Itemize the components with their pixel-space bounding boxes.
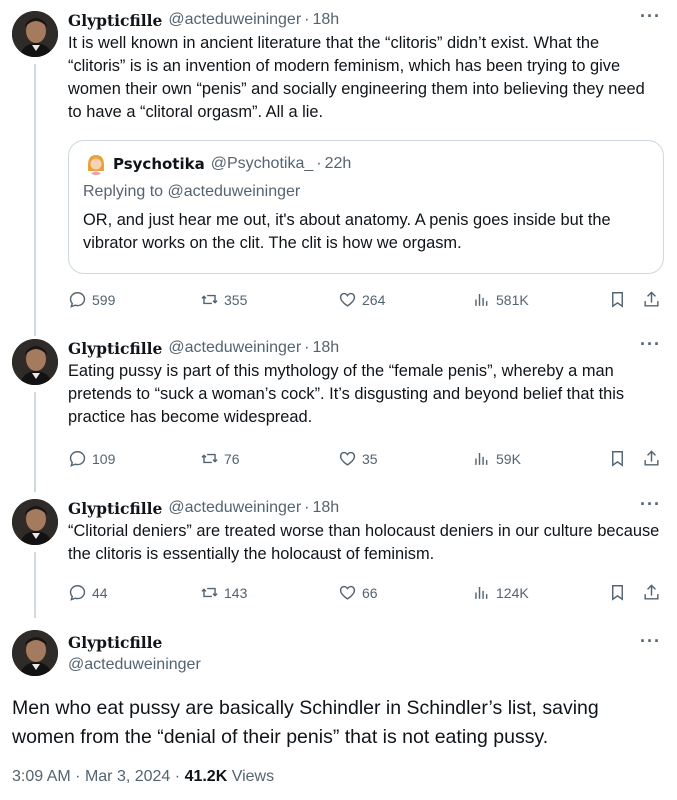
avatar[interactable] — [12, 339, 58, 385]
tweet-text: Men who eat pussy are basically Schindler in Schindler’s list, saving women from the “denial of their penis” that is not eating pussy. — [12, 697, 599, 748]
action-bar — [68, 290, 664, 310]
reply-button[interactable] — [68, 583, 108, 602]
reply-button[interactable] — [68, 290, 115, 309]
post-date[interactable]: Mar 3, 2024 — [84, 768, 171, 785]
views-count: 581K — [496, 291, 529, 308]
more-icon[interactable]: ··· — [640, 334, 661, 354]
quoted-tweet[interactable] — [68, 140, 664, 274]
replying-to: Replying to @acteduweininger — [83, 183, 301, 200]
action-bar — [68, 449, 664, 469]
post-time[interactable]: 3:09 AM — [12, 768, 71, 785]
timestamp[interactable]: 18h — [312, 11, 340, 28]
retweet-count: 143 — [224, 584, 248, 601]
views-button[interactable] — [472, 449, 521, 468]
bookmark-icon — [608, 583, 627, 602]
quote-author-handle[interactable]: @Psychotika_ — [210, 155, 314, 172]
bookmark-icon — [608, 290, 627, 309]
more-icon[interactable]: ··· — [640, 6, 661, 26]
views-icon — [472, 449, 491, 468]
quote-avatar[interactable] — [85, 153, 107, 175]
quote-timestamp[interactable]: 22h — [324, 155, 352, 172]
views-total: 41.2K — [184, 768, 228, 785]
tweet-text: Eating pussy is part of this mythology of the “female penis”, whereby a man pretends to “suck a woman’s cock”. It’s disgusting and beyond belief that this practice has become widespread. — [68, 362, 625, 426]
author-handle[interactable]: @acteduweininger — [168, 499, 302, 516]
author-name[interactable]: Glypticfille — [68, 633, 163, 652]
like-button[interactable] — [338, 583, 378, 602]
tweet-text: “Clitorial deniers” are treated worse than holocaust deniers in our culture because the clitoris is essentially the holocaust of feminism. — [68, 522, 660, 563]
share-button[interactable] — [642, 449, 661, 473]
retweet-icon — [200, 583, 219, 602]
separator: · — [174, 768, 181, 785]
avatar[interactable] — [12, 499, 58, 545]
views-button[interactable] — [472, 583, 529, 602]
quote-author-name[interactable]: Psychotika — [113, 155, 205, 173]
like-button[interactable] — [338, 290, 385, 309]
views-label: Views — [231, 768, 275, 785]
share-icon — [642, 449, 661, 468]
author-handle[interactable]: @acteduweininger — [68, 656, 201, 673]
views-icon — [472, 583, 491, 602]
timestamp[interactable]: 18h — [312, 339, 340, 356]
author-name[interactable]: Glypticfille — [68, 498, 163, 518]
author-handle[interactable]: @acteduweininger — [168, 11, 302, 28]
reply-count: 109 — [92, 450, 116, 467]
reply-icon — [68, 449, 87, 468]
author-name[interactable]: Glypticfille — [68, 10, 163, 30]
separator: · — [304, 339, 310, 356]
reply-icon — [68, 583, 87, 602]
reply-icon — [68, 290, 87, 309]
like-icon — [338, 583, 357, 602]
quote-text: OR, and just hear me out, it's about anatomy. A penis goes inside but the vibrator works on the clit. The clit is how we orgasm. — [83, 211, 611, 252]
author-name[interactable]: Glypticfille — [68, 338, 163, 358]
separator: · — [304, 11, 310, 28]
retweet-count: 355 — [224, 291, 248, 308]
bookmark-icon — [608, 449, 627, 468]
reply-count: 44 — [92, 584, 108, 601]
like-count: 264 — [362, 291, 386, 308]
retweet-icon — [200, 290, 219, 309]
bookmark-button[interactable] — [608, 290, 627, 314]
retweet-button[interactable] — [200, 290, 247, 309]
like-count: 35 — [362, 450, 378, 467]
like-icon — [338, 449, 357, 468]
more-icon[interactable]: ··· — [640, 631, 661, 651]
share-icon — [642, 583, 661, 602]
reply-count: 599 — [92, 291, 116, 308]
bookmark-button[interactable] — [608, 449, 627, 473]
share-button[interactable] — [642, 290, 661, 314]
retweet-count: 76 — [224, 450, 240, 467]
views-count: 124K — [496, 584, 529, 601]
tweet-meta — [12, 768, 274, 786]
tweet-text: It is well known in ancient literature that the “clitoris” didn’t exist. What the “clitoris” is is an invention of modern feminism, which has been trying to give women their own “penis” and socially engineering them into believing they need to have a “clitoral orgasm”. All a lie. — [68, 34, 645, 121]
views-count: 59K — [496, 450, 521, 467]
more-icon[interactable]: ··· — [640, 494, 661, 514]
retweet-button[interactable] — [200, 449, 240, 468]
retweet-icon — [200, 449, 219, 468]
views-icon — [472, 290, 491, 309]
avatar[interactable] — [12, 630, 58, 676]
share-icon — [642, 290, 661, 309]
avatar[interactable] — [12, 11, 58, 57]
reply-button[interactable] — [68, 449, 115, 468]
like-button[interactable] — [338, 449, 378, 468]
action-bar — [68, 583, 664, 603]
like-count: 66 — [362, 584, 378, 601]
timestamp[interactable]: 18h — [312, 499, 340, 516]
author-handle[interactable]: @acteduweininger — [168, 339, 302, 356]
like-icon — [338, 290, 357, 309]
bookmark-button[interactable] — [608, 583, 627, 607]
share-button[interactable] — [642, 583, 661, 607]
views-button[interactable] — [472, 290, 529, 309]
separator: · — [75, 768, 81, 785]
retweet-button[interactable] — [200, 583, 247, 602]
separator: · — [304, 499, 310, 516]
separator: · — [316, 155, 322, 172]
